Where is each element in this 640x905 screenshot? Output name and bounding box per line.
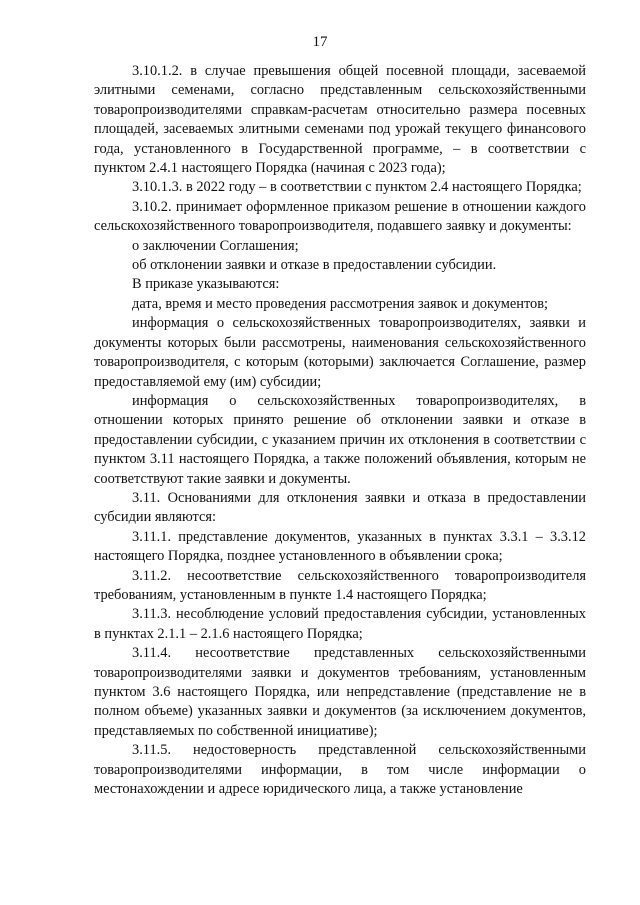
order-item-rejected-info: информация о сельскохозяйственных товаропроизводителях, в отношении которых принято решение об отклонении заявки и отказе в предоставлении субсидии, с указанием причин их отклонения в соответствии с пунктом 3.11 настоящего Порядка, а также положений объявления, которым не соответствуют такие заявки и документы. [94,392,586,487]
paragraph-3-11-5: 3.11.5. недостоверность представленной сельскохозяйственными товаропроизводителями информации, в том числе информации о местонахождении и адресе юридического лица, а также установление [94,742,586,798]
page-number: 17 [312,34,328,50]
paragraph-3-10-1-3: 3.10.1.3. в 2022 году – в соответствии с пунктом 2.4 настоящего Порядка; [132,179,582,196]
order-item-approved-info: информация о сельскохозяйственных товаропроизводителях, заявки и документы которых были рассмотрены, наименования сельскохозяйственного товаропроизводителя, с которым (которыми) заключается Соглашение, размер предоставляемой ему (им) субсидии; [94,315,586,390]
paragraph-3-11: 3.11. Основаниями для отклонения заявки и отказа в предоставлении субсидии являются: [94,489,586,526]
paragraph-3-11-2: 3.11.2. несоответствие сельскохозяйственного товаропроизводителя требованиям, установленным в пункте 1.4 настоящего Порядка; [94,567,586,603]
paragraph-3-10-1-2: 3.10.1.2. в случае превышения общей посевной площади, засеваемой элитными семенами, согласно представленным сельскохозяйственными товаропроизводителями справкам-расчетам относительно размера посевных площадей, засеваемых элитными семенами под урожай текущего финансового года, установленного в Государственной программе, – в соответствии с пунктом 2.4.1 настоящего Порядка (начиная с 2023 года); [94,63,586,177]
paragraph-3-10-2: 3.10.2. принимает оформленное приказом решение в отношении каждого сельскохозяйственного товаропроизводителя, подавшего заявку и документы: [94,198,586,235]
paragraph-3-11-3: 3.11.3. несоблюдение условий предоставления субсидии, установленных в пунктах 2.1.1 – 2.1.6 настоящего Порядка; [94,606,586,642]
order-item-date: дата, время и место проведения рассмотрения заявок и документов; [132,295,549,312]
list-item-agreement: о заключении Соглашения; [132,237,299,254]
paragraph-3-11-4: 3.11.4. несоответствие представленных сельскохозяйственными товаропроизводителями заявки и документов требованиям, установленным пунктом 3.6 настоящего Порядка, или непредставление (представление не в полном объеме) указанных заявки и документов (за исключением документов, представляемых по собственной инициативе); [94,645,586,739]
document-body [94,62,586,799]
order-contents-heading: В приказе указываются: [132,276,280,293]
list-item-rejection: об отклонении заявки и отказе в предоставлении субсидии. [132,257,497,274]
paragraph-3-11-1: 3.11.1. представление документов, указанных в пунктах 3.3.1 – 3.3.12 настоящего Порядка, позднее установленного в объявлении срока; [94,528,586,565]
